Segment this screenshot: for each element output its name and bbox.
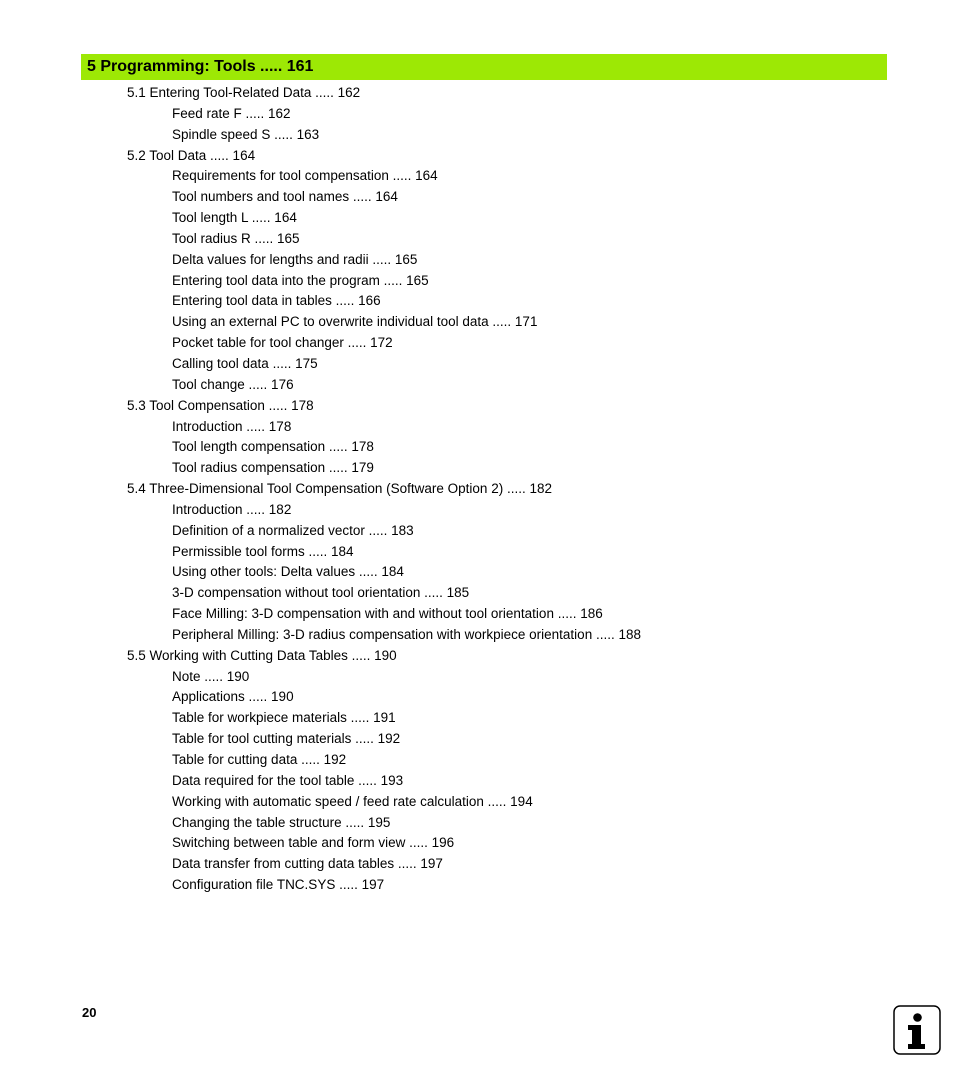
toc-subsection-entry: Feed rate F ..... 162 xyxy=(172,105,291,121)
toc-subsection-entry: Peripheral Milling: 3-D radius compensation with workpiece orientation ..... 188 xyxy=(172,626,641,642)
toc-section-entry: 5.4 Three-Dimensional Tool Compensation (Software Option 2) ..... 182 xyxy=(127,481,552,497)
toc-subsection-entry: Tool length compensation ..... 178 xyxy=(172,439,374,455)
toc-subsection-entry: Configuration file TNC.SYS ..... 197 xyxy=(172,877,385,893)
toc-subsection-entry: Note ..... 190 xyxy=(172,668,250,684)
toc-subsection-entry: Entering tool data in tables ..... 166 xyxy=(172,293,381,309)
toc-subsection-entry: Delta values for lengths and radii ..... 165 xyxy=(172,251,418,267)
toc-subsection-entry: Tool radius R ..... 165 xyxy=(172,230,300,246)
info-icon xyxy=(893,1005,941,1055)
toc-subsection-entry: Data transfer from cutting data tables ..... 197 xyxy=(172,856,443,872)
toc-subsection-entry: Table for cutting data ..... 192 xyxy=(172,752,347,767)
chapter-title: 5 Programming: Tools ..... 161 xyxy=(87,58,314,75)
toc-subsection-entry: Table for tool cutting materials ..... 192 xyxy=(172,731,401,747)
toc-subsection-entry: Calling tool data ..... 175 xyxy=(172,355,318,371)
toc-subsection-entry: Introduction ..... 178 xyxy=(172,418,292,434)
toc-subsection-entry: Entering tool data into the program ..... 165 xyxy=(172,272,429,288)
toc-section-entry: 5.2 Tool Data ..... 164 xyxy=(127,147,256,163)
toc-subsection-entry: Using other tools: Delta values ..... 184 xyxy=(172,564,404,580)
toc-section-entry: 5.1 Entering Tool-Related Data ..... 162 xyxy=(127,85,361,100)
toc-subsection-entry: Face Milling: 3-D compensation with and without tool orientation ..... 186 xyxy=(172,606,603,622)
toc-subsection-entry: Tool length L ..... 164 xyxy=(172,210,297,226)
toc-subsection-entry: Table for workpiece materials ..... 191 xyxy=(172,710,396,726)
toc-subsection-entry: Working with automatic speed / feed rate calculation ..... 194 xyxy=(172,793,533,809)
toc-subsection-entry: 3-D compensation without tool orientation ..... 185 xyxy=(172,585,470,601)
toc-subsection-entry: Definition of a normalized vector ..... 183 xyxy=(172,522,414,538)
toc-subsection-entry: Switching between table and form view ..... 196 xyxy=(172,835,455,851)
toc-section-entry: 5.3 Tool Compensation ..... 178 xyxy=(127,397,314,413)
toc-subsection-entry: Tool change ..... 176 xyxy=(172,376,294,392)
toc-subsection-entry: Tool numbers and tool names ..... 164 xyxy=(172,189,398,205)
toc-subsection-entry: Spindle speed S ..... 163 xyxy=(172,126,320,142)
toc-subsection-entry: Permissible tool forms ..... 184 xyxy=(172,543,354,559)
toc-section-entry: 5.5 Working with Cutting Data Tables ..... 190 xyxy=(127,647,397,663)
toc-subsection-entry: Data required for the tool table ..... 193 xyxy=(172,772,404,788)
toc-subsection-entry: Tool radius compensation ..... 179 xyxy=(172,460,374,476)
toc-subsection-entry: Requirements for tool compensation ..... 164 xyxy=(172,168,438,184)
table-of-contents xyxy=(0,83,954,896)
toc-subsection-entry: Introduction ..... 182 xyxy=(172,501,292,517)
toc-subsection-entry: Using an external PC to overwrite individual tool data ..... 171 xyxy=(172,314,538,330)
chapter-heading-bar xyxy=(81,54,887,80)
toc-subsection-entry: Pocket table for tool changer ..... 172 xyxy=(172,335,393,351)
page-number: 20 xyxy=(82,1005,97,1020)
toc-subsection-entry: Changing the table structure ..... 195 xyxy=(172,814,391,830)
toc-subsection-entry: Applications ..... 190 xyxy=(172,689,294,705)
